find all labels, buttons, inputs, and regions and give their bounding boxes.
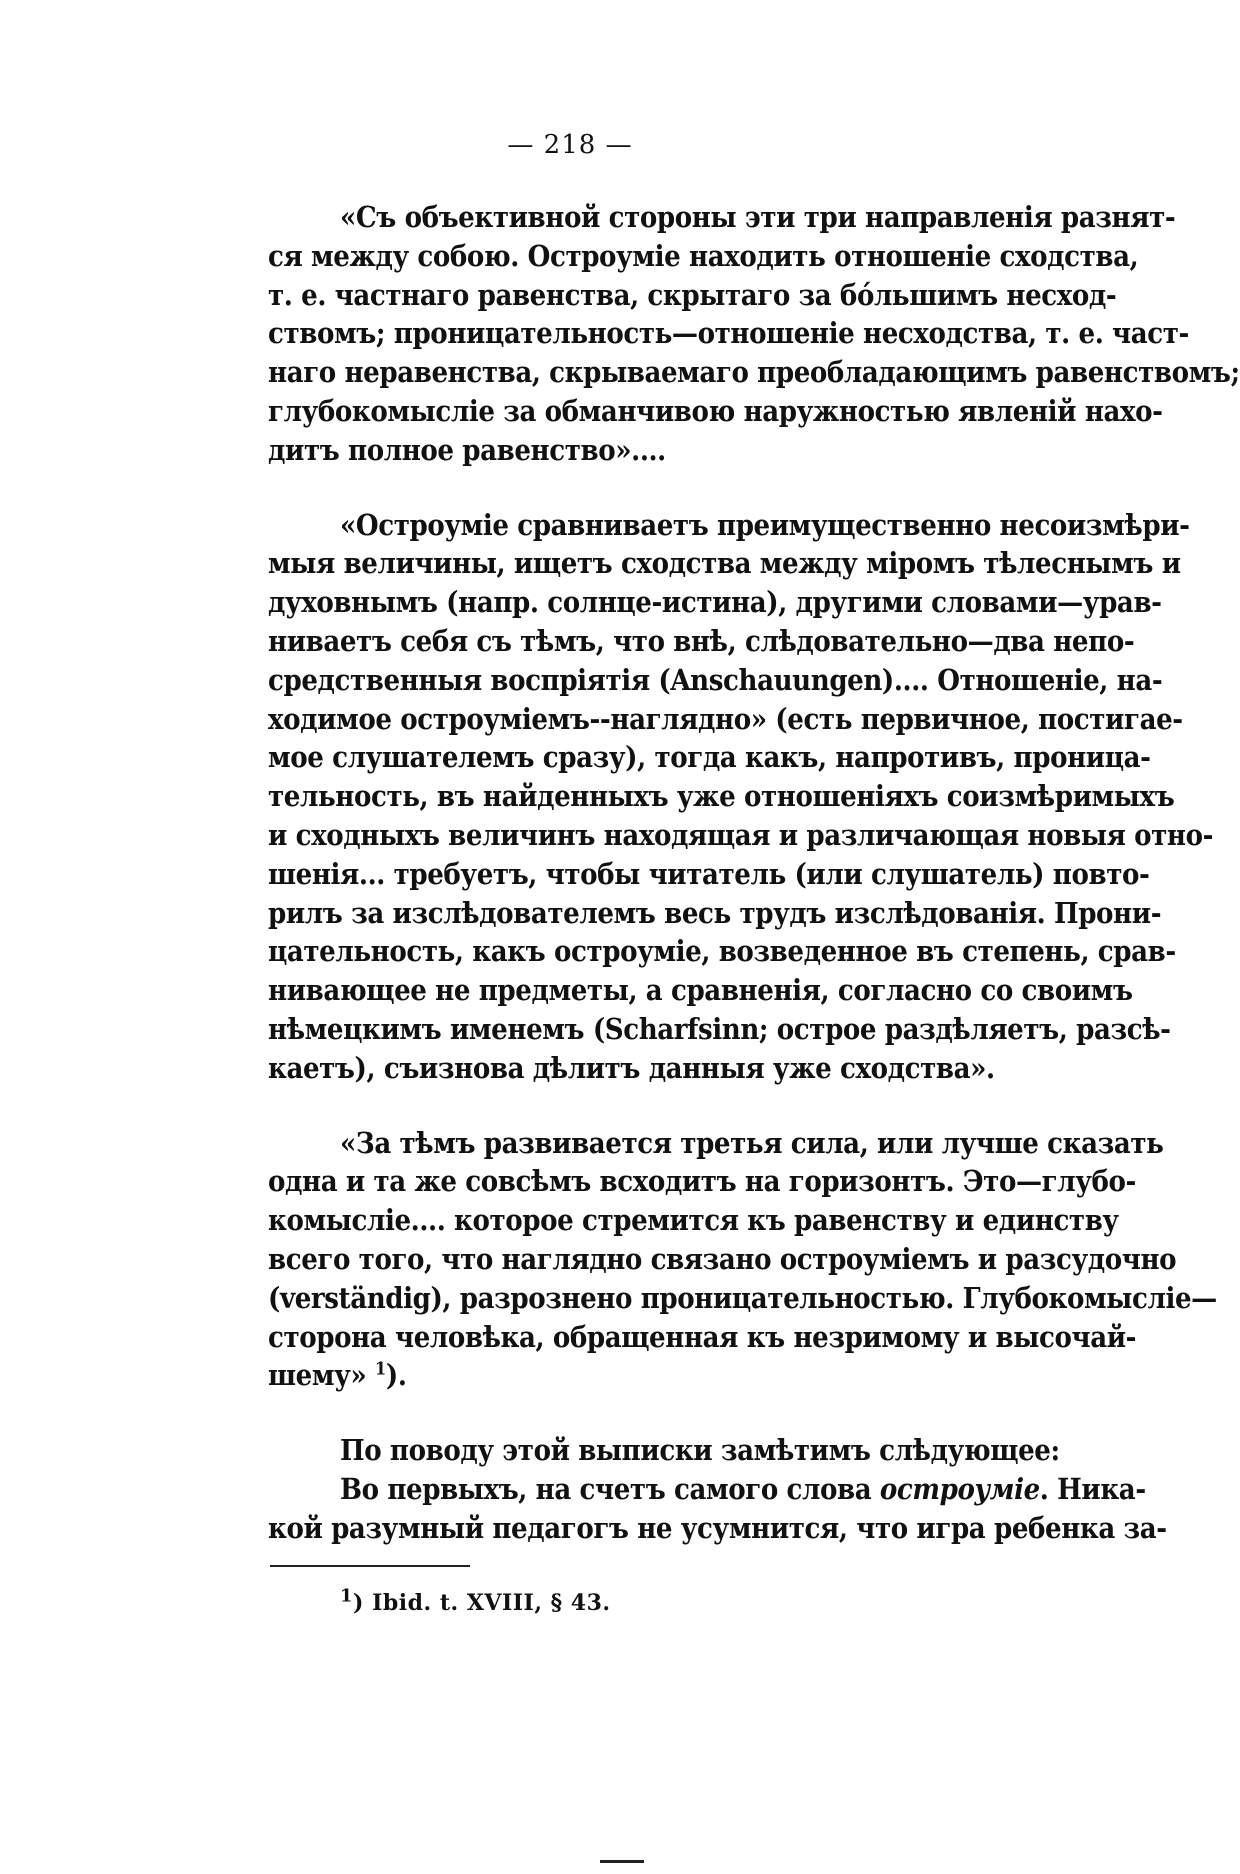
page-number: — 218 — — [507, 130, 633, 160]
text-line: ся между собою. Остроуміе находить отношеніе сходства, — [268, 238, 1139, 273]
text-line: сторона человѣка, обращенная къ незримому и высочай- — [268, 1319, 1137, 1354]
text-line: «Съ объективной стороны эти три направленія разнят- — [340, 200, 1176, 234]
footnote-divider — [270, 1565, 470, 1567]
text-line: комысліе.... которое стремится къ равенству и единству — [268, 1203, 1119, 1238]
text-line: ходимое остроуміемъ--наглядно» (есть первичное, постигае- — [268, 701, 1183, 736]
paragraph-5 — [268, 1470, 1167, 1548]
text-line: нѣмецкимъ именемъ (Scharfsinn; острое раздѣляетъ, разсѣ- — [268, 1011, 1171, 1046]
text-line: мыя величины, ищетъ сходства между міромъ тѣлеснымъ и — [268, 546, 1181, 581]
paragraph-2 — [268, 506, 1214, 1088]
text-line: ниваетъ себя съ тѣмъ, что внѣ, слѣдовательно—два непо- — [268, 623, 1135, 658]
footnote — [340, 1585, 611, 1616]
text-line: каетъ), съизнова дѣлитъ данныя уже сходства». — [268, 1050, 995, 1085]
footnote-marker: 1 — [340, 1585, 354, 1607]
paragraph-1 — [268, 198, 1240, 470]
text-line: мое слушателемъ сразу), тогда какъ, напротивъ, проница- — [268, 740, 1151, 775]
text-line: шенія... требуетъ, чтобы читатель (или слушатель) повто- — [268, 856, 1150, 891]
text-line: всего того, что наглядно связано остроуміемъ и разсудочно — [268, 1241, 1177, 1276]
body-text — [268, 198, 1240, 1548]
text-line: (verständig), разрознено проницательностью. Глубокомысліе— — [268, 1280, 1217, 1315]
text-line — [268, 1356, 1090, 1395]
text-line: рилъ за изслѣдователемъ весь трудъ изслѣдованія. Прони- — [268, 895, 1162, 930]
text-line: одна и та же совсѣмъ всходитъ на горизонтъ. Это—глубо- — [268, 1164, 1136, 1199]
text-line: дитъ полное равенство».... — [268, 432, 666, 467]
footnote-text: ) Ibid. t. XVIII, § 43. — [353, 1590, 611, 1616]
text-line: ствомъ; проницательность—отношеніе несходства, т. е. част- — [268, 316, 1189, 351]
text-line — [268, 1470, 1146, 1509]
text-fragment: . Ника- — [1039, 1471, 1146, 1506]
text-fragment: Во первыхъ, на счетъ самого слова — [340, 1471, 880, 1506]
text-line: и сходныхъ величинъ находящая и различающая новыя отно- — [268, 817, 1214, 852]
text-line: т. е. частнаго равенства, скрытаго за бо́льшимъ несход- — [268, 277, 1117, 312]
text-fragment: ). — [385, 1358, 407, 1393]
text-fragment: шему» — [268, 1358, 367, 1393]
emphasized-word: остроуміе — [879, 1471, 1040, 1506]
paragraph-3 — [268, 1124, 1217, 1396]
text-line: цательность, какъ остроуміе, возведенное въ степень, срав- — [268, 934, 1176, 969]
paragraph-4 — [268, 1431, 1090, 1470]
text-line: нивающее не предметы, а сравненія, согласно со своимъ — [268, 973, 1133, 1008]
bottom-rule — [600, 1860, 644, 1863]
footnote-reference[interactable]: 1 — [375, 1358, 386, 1380]
text-line: духовнымъ (напр. солнце-истина), другими словами—урав- — [268, 585, 1162, 620]
text-line: наго неравенства, скрываемаго преобладающимъ равенствомъ; — [268, 355, 1240, 390]
text-line: глубокомысліе за обманчивою наружностью явленій нахо- — [268, 393, 1163, 428]
text-line: кой разумный педагогъ не усумнится, что игра ребенка за- — [268, 1510, 1167, 1545]
text-line: тельность, въ найденныхъ уже отношеніяхъ соизмѣримыхъ — [268, 779, 1175, 814]
text-line: «Остроуміе сравниваетъ преимущественно несоизмѣри- — [340, 507, 1190, 542]
text-line: По поводу этой выписки замѣтимъ слѣдующее: — [340, 1433, 1060, 1468]
text-line: средственныя воспріятія (Anschauungen).... Отношеніе, на- — [268, 662, 1163, 697]
text-line: «За тѣмъ развивается третья сила, или лучше сказать — [340, 1125, 1164, 1160]
